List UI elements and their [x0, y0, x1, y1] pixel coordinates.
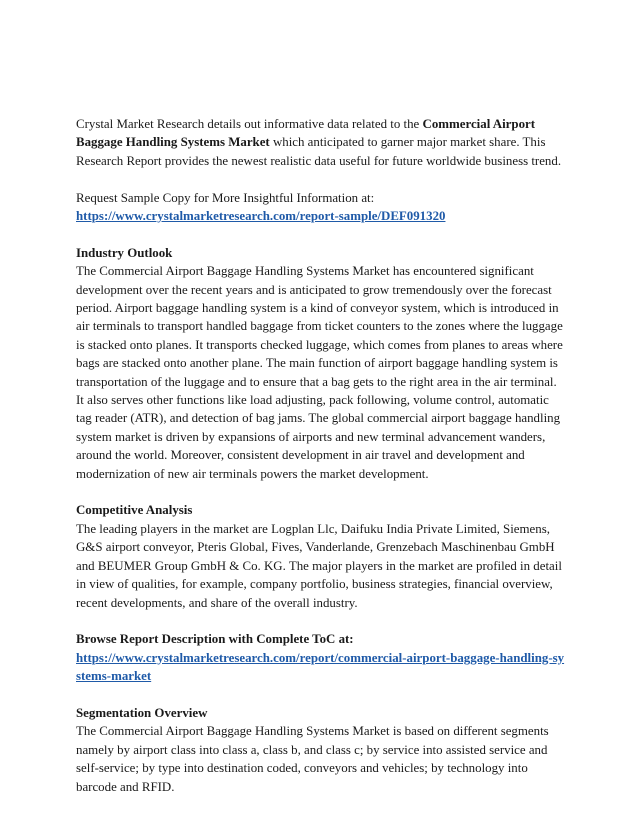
browse-section	[76, 630, 566, 685]
industry-body: The Commercial Airport Baggage Handling Systems Market has encountered significant development over the recent years and is anticipated to grow tremendously over the forecast period. Airport baggage handling system is a kind of conveyor system, which is introduced in air terminals to transport handled baggage from ticket counters to the zones where the luggage is stacked onto planes. It transports checked luggage, which comes from planes to areas where bags are stacked onto another plane. The main function of airport baggage handling system is transportation of the luggage and to ensure that a bag gets to the right area in the air terminal. It also serves other functions like load adjusting, pack following, volume control, automatic tag reader (ATR), and detection of bag jams. The global commercial airport baggage handling system market is driven by expansions of airports and new terminal advancement wanders, around the world. Moreover, consistent development in air travel and development and modernization of new air terminals powers the market development.	[76, 264, 563, 481]
sample-label: Request Sample Copy for More Insightful Information at:	[76, 190, 375, 205]
browse-link[interactable]: https://www.crystalmarketresearch.com/report/commercial-airport-baggage-handling-systems-market	[76, 650, 565, 684]
sample-section	[76, 189, 566, 226]
intro-paragraph	[76, 115, 566, 170]
competitive-section	[76, 501, 566, 611]
segmentation-heading: Segmentation Overview	[76, 705, 208, 720]
industry-section	[76, 244, 566, 483]
segmentation-section	[76, 704, 566, 796]
sample-link[interactable]: https://www.crystalmarketresearch.com/report-sample/DEF091320	[76, 209, 446, 224]
intro-text-2: which anticipated to garner major market share. This Research Report provides the newest realistic data useful for future worldwide business trend.	[76, 135, 562, 168]
intro-market-name: Commercial Airport Baggage Handling Systems Market	[76, 117, 536, 150]
industry-heading: Industry Outlook	[76, 245, 173, 260]
browse-label: Browse Report Description with Complete ToC at:	[76, 632, 354, 647]
document-page	[76, 115, 566, 814]
segmentation-body: The Commercial Airport Baggage Handling Systems Market is based on different segments namely by airport class into class a, class b, and class c; by service into assisted service and self-service; by type into destination coded, conveyors and vehicles; by technology into barcode and RFID.	[76, 724, 549, 794]
competitive-body: The leading players in the market are Logplan Llc, Daifuku India Private Limited, Siemens, G&S airport conveyor, Pteris Global, Fives, Vanderlande, Grenzebach Maschinenbau GmbH and BEUMER Group GmbH & Co. KG. The major players in the market are profiled in detail in view of qualities, for example, company portfolio, business strategies, financial overview, recent developments, and share of the overall industry.	[76, 521, 562, 610]
competitive-heading: Competitive Analysis	[76, 503, 193, 518]
intro-text-1: Crystal Market Research details out informative data related to the	[76, 117, 420, 131]
